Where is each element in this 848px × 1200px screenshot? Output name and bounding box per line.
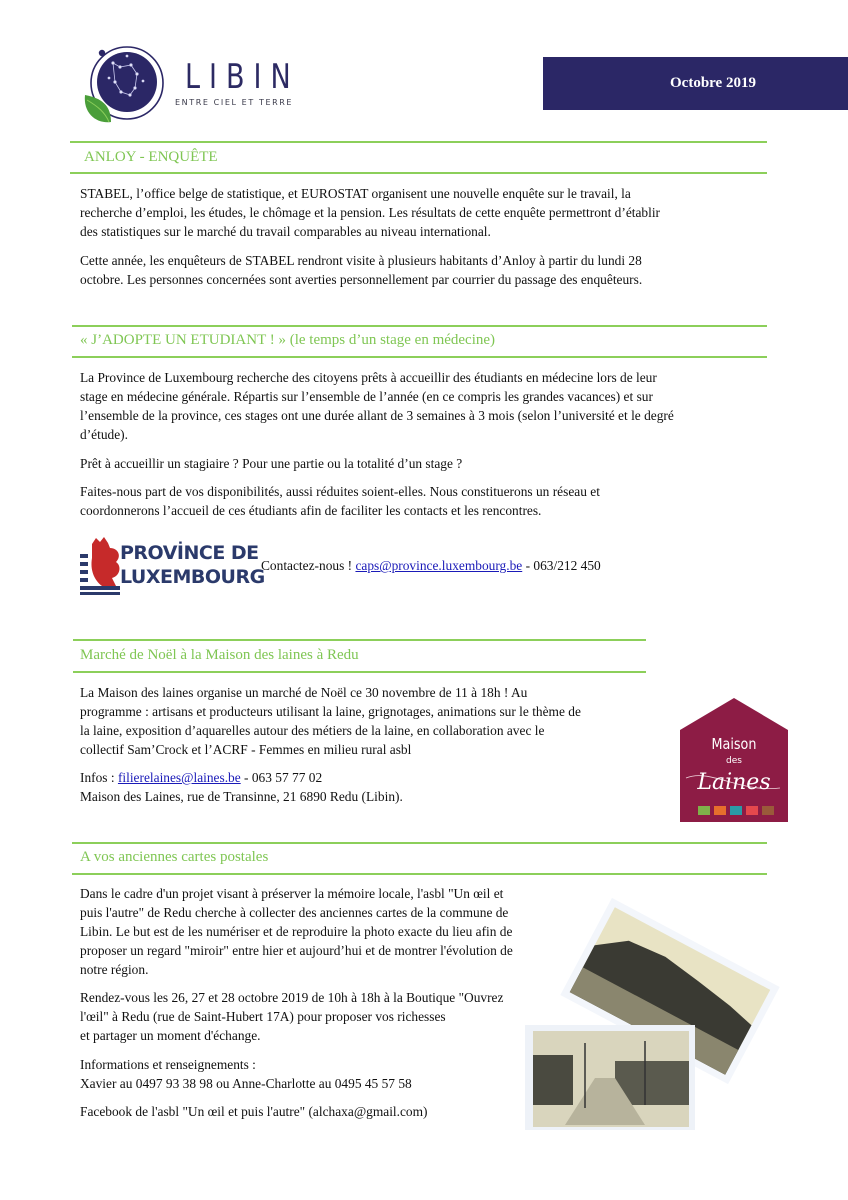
contact-line xyxy=(261,556,601,575)
paragraph-line: l'œil" à Redu (rue de Saint-Hubert 17A) pour proposer vos richesses xyxy=(80,1009,446,1024)
paragraph-line: la laine, exposition d’aquarelles autour des métiers de la laine, en collaboration avec le xyxy=(80,723,545,738)
section-rule-top xyxy=(70,141,767,143)
paragraph-line: d’étude). xyxy=(80,427,128,442)
section-title-anloy: ANLOY - ENQUÊTE xyxy=(84,149,218,165)
section-rule-top xyxy=(72,325,767,327)
paragraph-line: des statistiques sur le marché du travail comparables au niveau international. xyxy=(80,224,491,239)
paragraph-line: puis l'autre" de Redu cherche à collecter des anciennes cartes de la commune de xyxy=(80,905,509,920)
section-rule-bottom xyxy=(72,356,767,358)
section-title-noel: Marché de Noël à la Maison des laines à Redu xyxy=(80,647,359,663)
maison-des-laines-logo xyxy=(680,698,788,822)
section-title-cartes: A vos anciennes cartes postales xyxy=(80,849,269,865)
paragraph-line: recherche d’emploi, les études, le chômage et la pension. Les résultats de cette enquête permettront d’établir xyxy=(80,205,661,220)
paragraph-line: La Province de Luxembourg recherche des citoyens prêts à accueillir des étudiants en médecine lors de leur xyxy=(80,370,657,385)
paragraph-line: Xavier au 0497 93 38 98 ou Anne-Charlotte au 0495 45 57 58 xyxy=(80,1076,412,1091)
paragraph-line: Faites-nous part de vos disponibilités, aussi réduites soient-elles. Nous constituerons un réseau et xyxy=(80,484,600,499)
paragraph-line: Cette année, les enquêteurs de STABEL rendront visite à plusieurs habitants d’Anloy à partir du lundi 28 xyxy=(80,253,642,268)
libin-logo-emblem xyxy=(75,40,170,135)
section-title-rest: (le temps d’un stage en médecine) xyxy=(285,332,496,348)
address-line: Maison des Laines, rue de Transinne, 21 6890 Redu (Libin). xyxy=(80,789,403,804)
paragraph-line: l’ensemble de la province, ces stages ont une durée allant de 3 semaines à 3 mois (selon l’université et le degré xyxy=(80,408,674,423)
section-rule-bottom xyxy=(73,671,646,673)
issue-date-banner xyxy=(543,57,848,110)
paragraph-line: octobre. Les personnes concernées sont averties personnellement par courrier du passage des enquêteurs. xyxy=(80,272,643,287)
paragraph-line: coordonnerons l’accueil de ces étudiants afin de faciliter les contacts et les rencontres. xyxy=(80,503,542,518)
province-logo-line2: LUXEMBOURG xyxy=(120,566,265,588)
section-title-strong: « J’ADOPTE UN ETUDIANT ! » xyxy=(80,332,286,348)
infos-prefix: Infos : xyxy=(80,770,118,785)
infos-phone: - 063 57 77 02 xyxy=(240,770,323,785)
section-rule-bottom xyxy=(72,873,767,875)
paragraph-line: et partager un moment d'échange. xyxy=(80,1028,261,1043)
paragraph-line: Libin. Le but est de les numériser et de reproduire la photo exacte du lieu afin de xyxy=(80,924,513,939)
paragraph-line: Facebook de l'asbl "Un œil et puis l'autre" (alchaxa@gmail.com) xyxy=(80,1104,428,1119)
paragraph-line: Dans le cadre d'un projet visant à préserver la mémoire locale, l'asbl "Un œil et xyxy=(80,886,504,901)
section-rule-bottom xyxy=(70,172,767,174)
contact-prefix: Contactez-nous ! xyxy=(261,558,356,573)
paragraph-line: Informations et renseignements : xyxy=(80,1057,256,1072)
infos-email-link[interactable]: filierelaines@laines.be xyxy=(117,770,241,785)
contact-phone: - 063/212 450 xyxy=(522,558,601,573)
old-postcards-photo xyxy=(495,893,800,1133)
province-luxembourg-logo xyxy=(80,536,265,596)
maison-logo-line2: des xyxy=(726,756,742,766)
paragraph-line: Rendez-vous les 26, 27 et 28 octobre 2019 de 10h à 18h à la Boutique "Ouvrez xyxy=(80,990,504,1005)
paragraph-line: programme : artisans et producteurs utilisant la laine, grignotages, animations sur le thème de xyxy=(80,704,581,719)
section-title-adopte xyxy=(80,332,495,349)
paragraph-line: collectif Sam’Crock et l’ACRF - Femmes en milieu rural asbl xyxy=(80,742,412,757)
province-logo-line1: PROVİNCE DE xyxy=(120,542,259,564)
paragraph-line: Prêt à accueillir un stagiaire ? Pour une partie ou la totalité d’un stage ? xyxy=(80,456,463,471)
postcard-images-icon xyxy=(495,893,800,1133)
maison-logo-line1: Maison xyxy=(711,735,757,753)
logo-name: LIBIN xyxy=(185,58,300,97)
logo-tagline: ENTRE CIEL ET TERRE xyxy=(175,98,294,107)
maison-logo-line3: Laines xyxy=(697,770,771,795)
constellation-logo-icon xyxy=(75,40,170,135)
issue-date: Octobre 2019 xyxy=(670,75,756,91)
contact-email-link[interactable]: caps@province.luxembourg.be xyxy=(355,558,523,573)
section-rule-top xyxy=(72,842,767,844)
section-rule-top xyxy=(73,639,646,641)
paragraph-line: stage en médecine générale. Répartis sur l’ensemble de l’année (en ce compris les grandes vacances) et sur xyxy=(80,389,653,404)
infos-line xyxy=(80,768,322,787)
paragraph-line: proposer un regard "miroir" entre hier et aujourd’hui et de montrer l'évolution de xyxy=(80,943,513,958)
paragraph-line: STABEL, l’office belge de statistique, et EUROSTAT organisent une nouvelle enquête sur le travail, la xyxy=(80,186,631,201)
paragraph-line: notre région. xyxy=(80,962,149,977)
paragraph-line: La Maison des laines organise un marché de Noël ce 30 novembre de 11 à 18h ! Au xyxy=(80,685,528,700)
